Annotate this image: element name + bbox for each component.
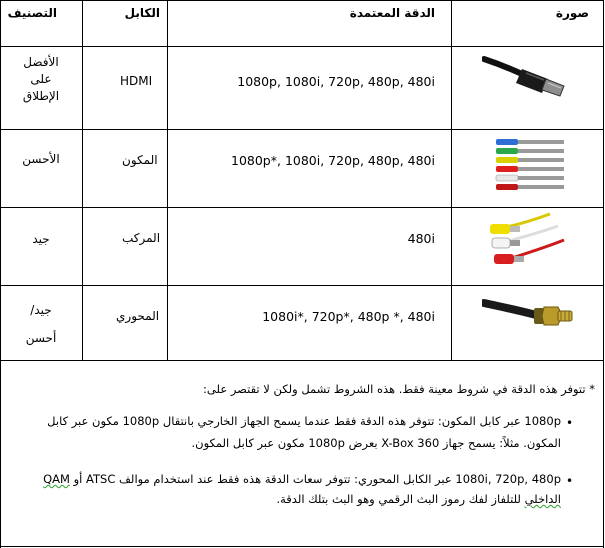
- note-coaxial-line2: [276, 490, 561, 509]
- note-coaxial-line1: [43, 470, 561, 489]
- column-divider: [451, 0, 452, 360]
- note-component-line1: 1080p عبر كابل المكون: تتوفر هذه الدقة فقط عندما يسمح الجهاز الخارجي بانتقال 1080p مكون عبر كابل: [47, 414, 561, 428]
- row-divider: [0, 285, 604, 286]
- bullet-marker: •: [566, 416, 574, 430]
- row-composite-rating: [2, 231, 80, 248]
- component-cable-icon: [490, 137, 570, 192]
- coaxial-cable-icon: [482, 295, 578, 339]
- rating-line: الأحسن: [22, 152, 60, 166]
- row-component-rating: [2, 151, 80, 168]
- header-cable: الكابل: [124, 6, 160, 20]
- column-divider: [82, 0, 83, 360]
- composite-cable-icon: [488, 212, 572, 278]
- table-border-left: [0, 0, 1, 548]
- row-divider: [0, 0, 604, 1]
- row-hdmi-cable: HDMI: [120, 74, 153, 88]
- row-hdmi-resolution: 1080p, 1080i, 720p, 480p, 480i: [237, 74, 435, 89]
- rating-line: أحسن: [25, 331, 57, 345]
- row-hdmi-rating: [2, 54, 80, 105]
- note-coaxial-qam: QAM: [43, 472, 70, 486]
- note-coaxial-text: 1080i, 720p, 480p عبر الكابل المحوري: تتوفر سعات الدقة هذه فقط عند استخدام موالف ATSC أو: [73, 472, 561, 486]
- table-border-right: [603, 0, 604, 548]
- row-component-cable: المكون: [122, 153, 158, 167]
- row-composite-resolution: 480i: [407, 231, 435, 246]
- rating-line: الإطلاق: [22, 89, 60, 103]
- row-divider: [0, 129, 604, 130]
- note-coaxial-internal: الداخلي: [524, 492, 561, 506]
- column-divider: [167, 0, 168, 360]
- hdmi-cable-icon: [482, 53, 572, 103]
- note-component-line2: المكون. مثلاً: يسمح جهاز X-Box 360 بعرض 1080p مكون عبر كابل المكون.: [191, 436, 561, 450]
- row-composite-cable: المركب: [122, 231, 161, 245]
- row-coaxial-rating: [2, 296, 80, 352]
- header-resolution: الدقة المعتمدة: [349, 6, 435, 20]
- row-coaxial-cable: المحوري: [116, 309, 160, 323]
- bullet-marker: •: [566, 474, 574, 488]
- rating-line: جيد/: [30, 303, 52, 317]
- table-border-bottom: [0, 546, 604, 547]
- row-divider: [0, 360, 604, 361]
- row-divider: [0, 207, 604, 208]
- row-divider: [0, 46, 604, 47]
- row-coaxial-resolution: 1080i*, 720p*, 480p *, 480i: [262, 309, 435, 324]
- header-image: صورة: [555, 6, 589, 20]
- note-coaxial-rest: للتلفاز لفك رموز البث الرقمي وهو البث بتلك الدقة.: [276, 492, 525, 506]
- rating-line: جيد: [32, 232, 50, 246]
- header-rating: التصنيف: [7, 6, 57, 20]
- rating-line: على: [30, 72, 52, 86]
- notes-intro: * تتوفر هذه الدقة في شروط معينة فقط. هذه الشروط تشمل ولكن لا تقتصر على:: [203, 382, 595, 396]
- rating-line: الأفضل: [23, 55, 59, 69]
- row-component-resolution: 1080p*, 1080i, 720p, 480p, 480i: [231, 153, 435, 168]
